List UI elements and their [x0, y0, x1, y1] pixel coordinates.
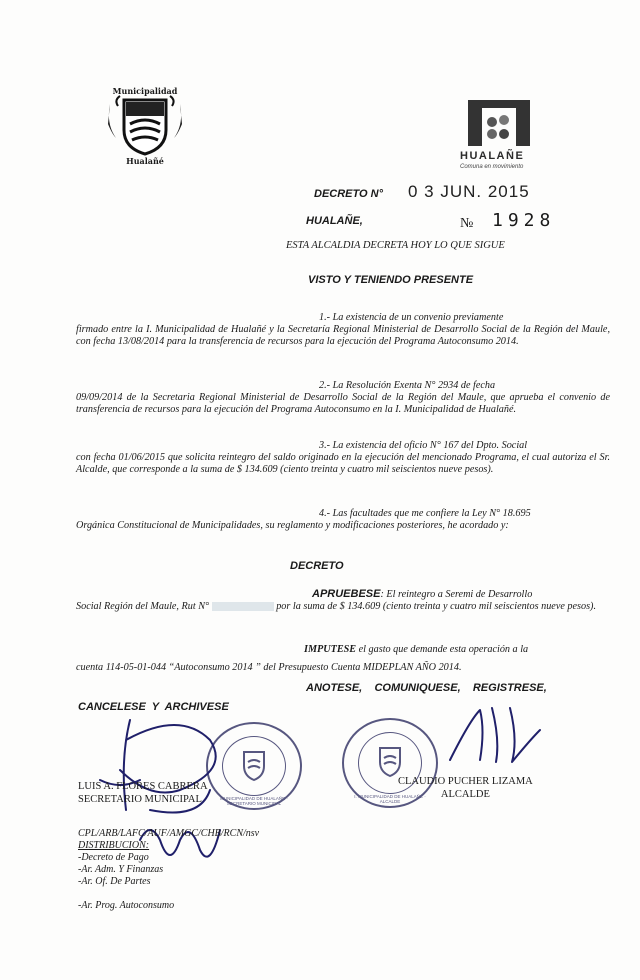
- crest-shield-icon: [104, 94, 186, 156]
- apruebese-rest-b: por la suma de $ 134.609 (ciento treinta y cuatro mil seiscientos nueve pesos).: [276, 601, 596, 613]
- crest-top-text: Municipalidad: [112, 86, 178, 96]
- closing-line-2: CANCELESE Y ARCHIVESE: [78, 701, 229, 713]
- decree-intro: ESTA ALCALDIA DECRETA HOY LO QUE SIGUE: [286, 240, 505, 251]
- h-logo-icon: [466, 98, 532, 148]
- stamp-crest-icon: [374, 742, 406, 778]
- secretary-name: LUIS A. FLORES CABRERA: [78, 781, 208, 792]
- decree-date-stamp: 0 3 JUN. 2015: [408, 182, 530, 201]
- distribution-item: -Ar. Prog. Autoconsumo: [78, 900, 175, 911]
- imputese-paragraph: [76, 644, 610, 674]
- mayor-stamp-text: I. MUNICIPALIDAD DE HUALAÑE · ALCALDE: [354, 794, 426, 804]
- secretary-stamp-text: MUNICIPALIDAD DE HUALAÑE · SECRETARIO MUNICIPAL: [220, 796, 288, 806]
- secretary-signatory: [78, 780, 208, 806]
- mayor-title: ALCALDE: [440, 789, 490, 800]
- decree-number-prefix: №: [460, 216, 474, 231]
- considerando-1-first: 1.- La existencia de un convenio previamente: [319, 312, 504, 323]
- closing-line-1: ANOTESE, COMUNIQUESE, REGISTRESE,: [306, 682, 547, 694]
- distribution-title: DISTRIBUCION:: [78, 840, 150, 851]
- considerando-3-first: 3.- La existencia del oficio N° 167 del Dpto. Social: [319, 440, 528, 451]
- decree-number: 1928: [492, 210, 556, 231]
- imputese-first: el gasto que demande esta operación a la: [356, 644, 529, 655]
- apruebese-rest-a: Social Región del Maule, Rut N°: [76, 601, 210, 613]
- mayor-signatory: [398, 775, 533, 801]
- considerando-1-rest: firmado entre la I. Municipalidad de Hualañé y la Secretaría Regional Ministerial de Desarrollo Social de la Región del Maule, con fecha 13/08/2014 para la transferencia de recursos para la ejecución del Programa Autoconsumo 2014.: [76, 324, 610, 348]
- considerando-4: [76, 508, 610, 532]
- mayor-name: CLAUDIO PUCHER LIZAMA: [398, 776, 533, 787]
- footer-block: [78, 828, 259, 912]
- considerando-3-rest: con fecha 01/06/2015 que solicita reintegro del saldo originado en la ejecución del mencionado Programa, el cual autoriza el Sr. Alcalde, que corresponde a la suma de $ 134.609 (ciento treinta y cuatro mil seiscientos nueve pesos).: [76, 452, 610, 476]
- distribution-item: -Decreto de Pago: [78, 852, 149, 863]
- considerando-4-first: 4.- Las facultades que me confiere la Ley N° 18.695: [319, 508, 531, 519]
- imputese-rest: cuenta 114-05-01-044 “Autoconsumo 2014 ” del Presupuesto Cuenta MIDEPLAN AÑO 2014.: [76, 662, 462, 674]
- distribution-item: -Ar. Of. De Partes: [78, 876, 151, 887]
- considerando-2: [76, 380, 610, 417]
- apruebese-first: : El reintegro a Seremi de Desarrollo: [380, 589, 533, 600]
- mayor-signature: [440, 700, 550, 780]
- distribution-item: -Ar. Adm. Y Finanzas: [78, 864, 164, 875]
- decree-label: DECRETO N°: [314, 188, 383, 200]
- initials: CPL/ARB/LAFC/AUF/AMGC/CHB/RCN/nsv: [78, 828, 260, 839]
- apruebese-paragraph: [76, 588, 610, 613]
- considerando-3: [76, 440, 610, 477]
- crest-bottom-text: Hualañé: [126, 156, 164, 166]
- considerando-2-rest: 09/09/2014 de la Secretaria Regional Ministerial de Desarrollo Social de la Región del Maule, que aprueba el convenio de transferencia de recursos para la ejecución del Programa Autoconsumo en la I. Municipalidad de Hualañé.: [76, 392, 610, 416]
- imputese-keyword: IMPUTESE: [304, 644, 357, 655]
- logo-name: HUALAÑE: [460, 150, 525, 162]
- considerando-2-first: 2.- La Resolución Exenta N° 2934 de fecha: [319, 380, 496, 391]
- logo-tagline: Comuna en movimiento: [460, 164, 524, 170]
- considerando-1: [76, 312, 610, 349]
- rut-redacted: [212, 602, 274, 611]
- secretary-title: SECRETARIO MUNICIPAL: [78, 794, 202, 805]
- hualane-logo: [458, 98, 558, 172]
- apruebese-keyword: APRUEBESE: [312, 588, 381, 600]
- visto-heading: VISTO Y TENIENDO PRESENTE: [308, 274, 474, 286]
- considerando-4-rest: Orgánica Constitucional de Municipalidades, su reglamento y modificaciones posteriores, he acordado y:: [76, 520, 509, 532]
- municipal-crest: [104, 86, 186, 170]
- decree-place: HUALAÑE,: [306, 215, 363, 227]
- decreto-heading: DECRETO: [290, 560, 344, 572]
